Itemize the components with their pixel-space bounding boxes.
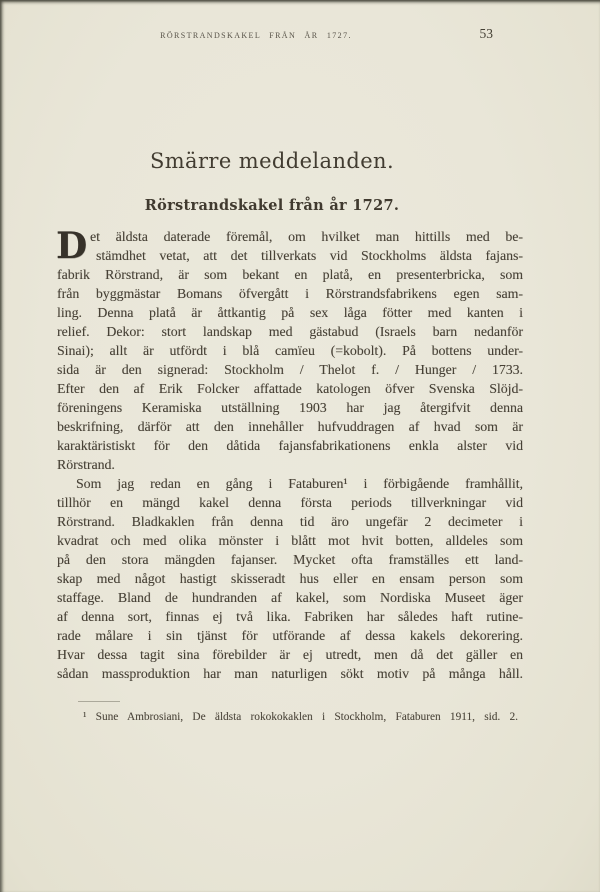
- text-line: Som jag redan en gång i Fataburen¹ i förbigående framhållit,: [76, 476, 523, 491]
- article-body: [57, 227, 523, 683]
- text-line: på den stora mängden fajanser. Mycket ofta framställes ett land-: [57, 552, 523, 567]
- text-line: skap med något hastigt skisseradt hus eller en ensam person som: [57, 571, 523, 586]
- section-title: Smärre meddelanden.: [149, 149, 395, 173]
- scan-edge-top: [0, 0, 600, 2]
- text-line: Sinai); allt är utfördt i blå camïeu (=kobolt). På bottens under-: [57, 343, 523, 358]
- page-number: 53: [479, 26, 493, 41]
- text-line: Rörstrand. Bladkaklen från denna tid äro ungefär 2 decimeter i: [57, 514, 523, 529]
- text-line: från byggmästar Bomans öfvergått i Rörstrandsfabrikens egen sam-: [57, 286, 523, 301]
- text-line: kvadrat och med olika mönster i blått mot hvit botten, alldeles som: [57, 533, 523, 548]
- text-line: et äldsta daterade föremål, om hvilket man hittills med be-: [90, 229, 523, 244]
- scan-edge-left: [0, 0, 2, 330]
- text-line: relief. Dekor: stort landskap med gästabud (Israels barn nedanför: [57, 324, 523, 339]
- text-line: karaktäristiskt för den dåtida fajansfabrikationens enkla alster vid: [57, 438, 523, 453]
- text-line: Efter den af Erik Folcker affattade katologen öfver Svenska Slöjd-: [57, 381, 523, 396]
- text-line: Rörstrand.: [57, 457, 115, 472]
- text-line: sådan massproduktion har man naturligen sökt motiv på många håll.: [57, 666, 523, 681]
- paragraph: [57, 474, 523, 683]
- text-line: tillhör en mängd kakel denna första periods tillverkningar vid: [57, 495, 523, 510]
- text-line: Hvar dessa tagit sina förebilder är ej utredt, men då det gäller en: [57, 647, 523, 662]
- text-line: beskrifning, därför att den innehåller hufvuddragen af hvad som är: [57, 419, 523, 434]
- drop-cap-initial: D: [56, 225, 88, 267]
- text-line: staffage. Bland de hundranden af kakel, som Nordiska Museet äger: [57, 590, 523, 605]
- paragraph: [57, 227, 523, 474]
- text-line: sida är den signerad: Stockholm / Thelot f. / Hunger / 1733.: [57, 362, 523, 377]
- footnote-rule: [78, 701, 120, 702]
- footnote-text: ¹ Sune Ambrosiani, De äldsta rokokokaklen i Stockholm, Fataburen 1911, sid. 2.: [83, 711, 518, 723]
- text-line: rade målare i sin tjänst för utförande af dessa kakels dekorering.: [57, 628, 523, 643]
- text-line: föreningens Keramiska utställning 1903 har jag återgifvit denna: [57, 400, 523, 415]
- text-line: ling. Denna platå är åttkantig på sex låga fötter med kanten i: [57, 305, 523, 320]
- text-line: af denna sort, finnas ej två lika. Fabriken har således haft rutine-: [57, 609, 523, 624]
- running-header-title: RÖRSTRANDSKAKEL FRÅN ÅR 1727.: [160, 31, 352, 40]
- text-line: stämdhet vetat, att det tillverkats vid Stockholms äldsta fajans-: [96, 248, 523, 263]
- article-title: Rörstrandskakel från år 1727.: [144, 197, 400, 214]
- text-line: fabrik Rörstrand, är som bekant en platå, en presenterbricka, som: [57, 267, 523, 282]
